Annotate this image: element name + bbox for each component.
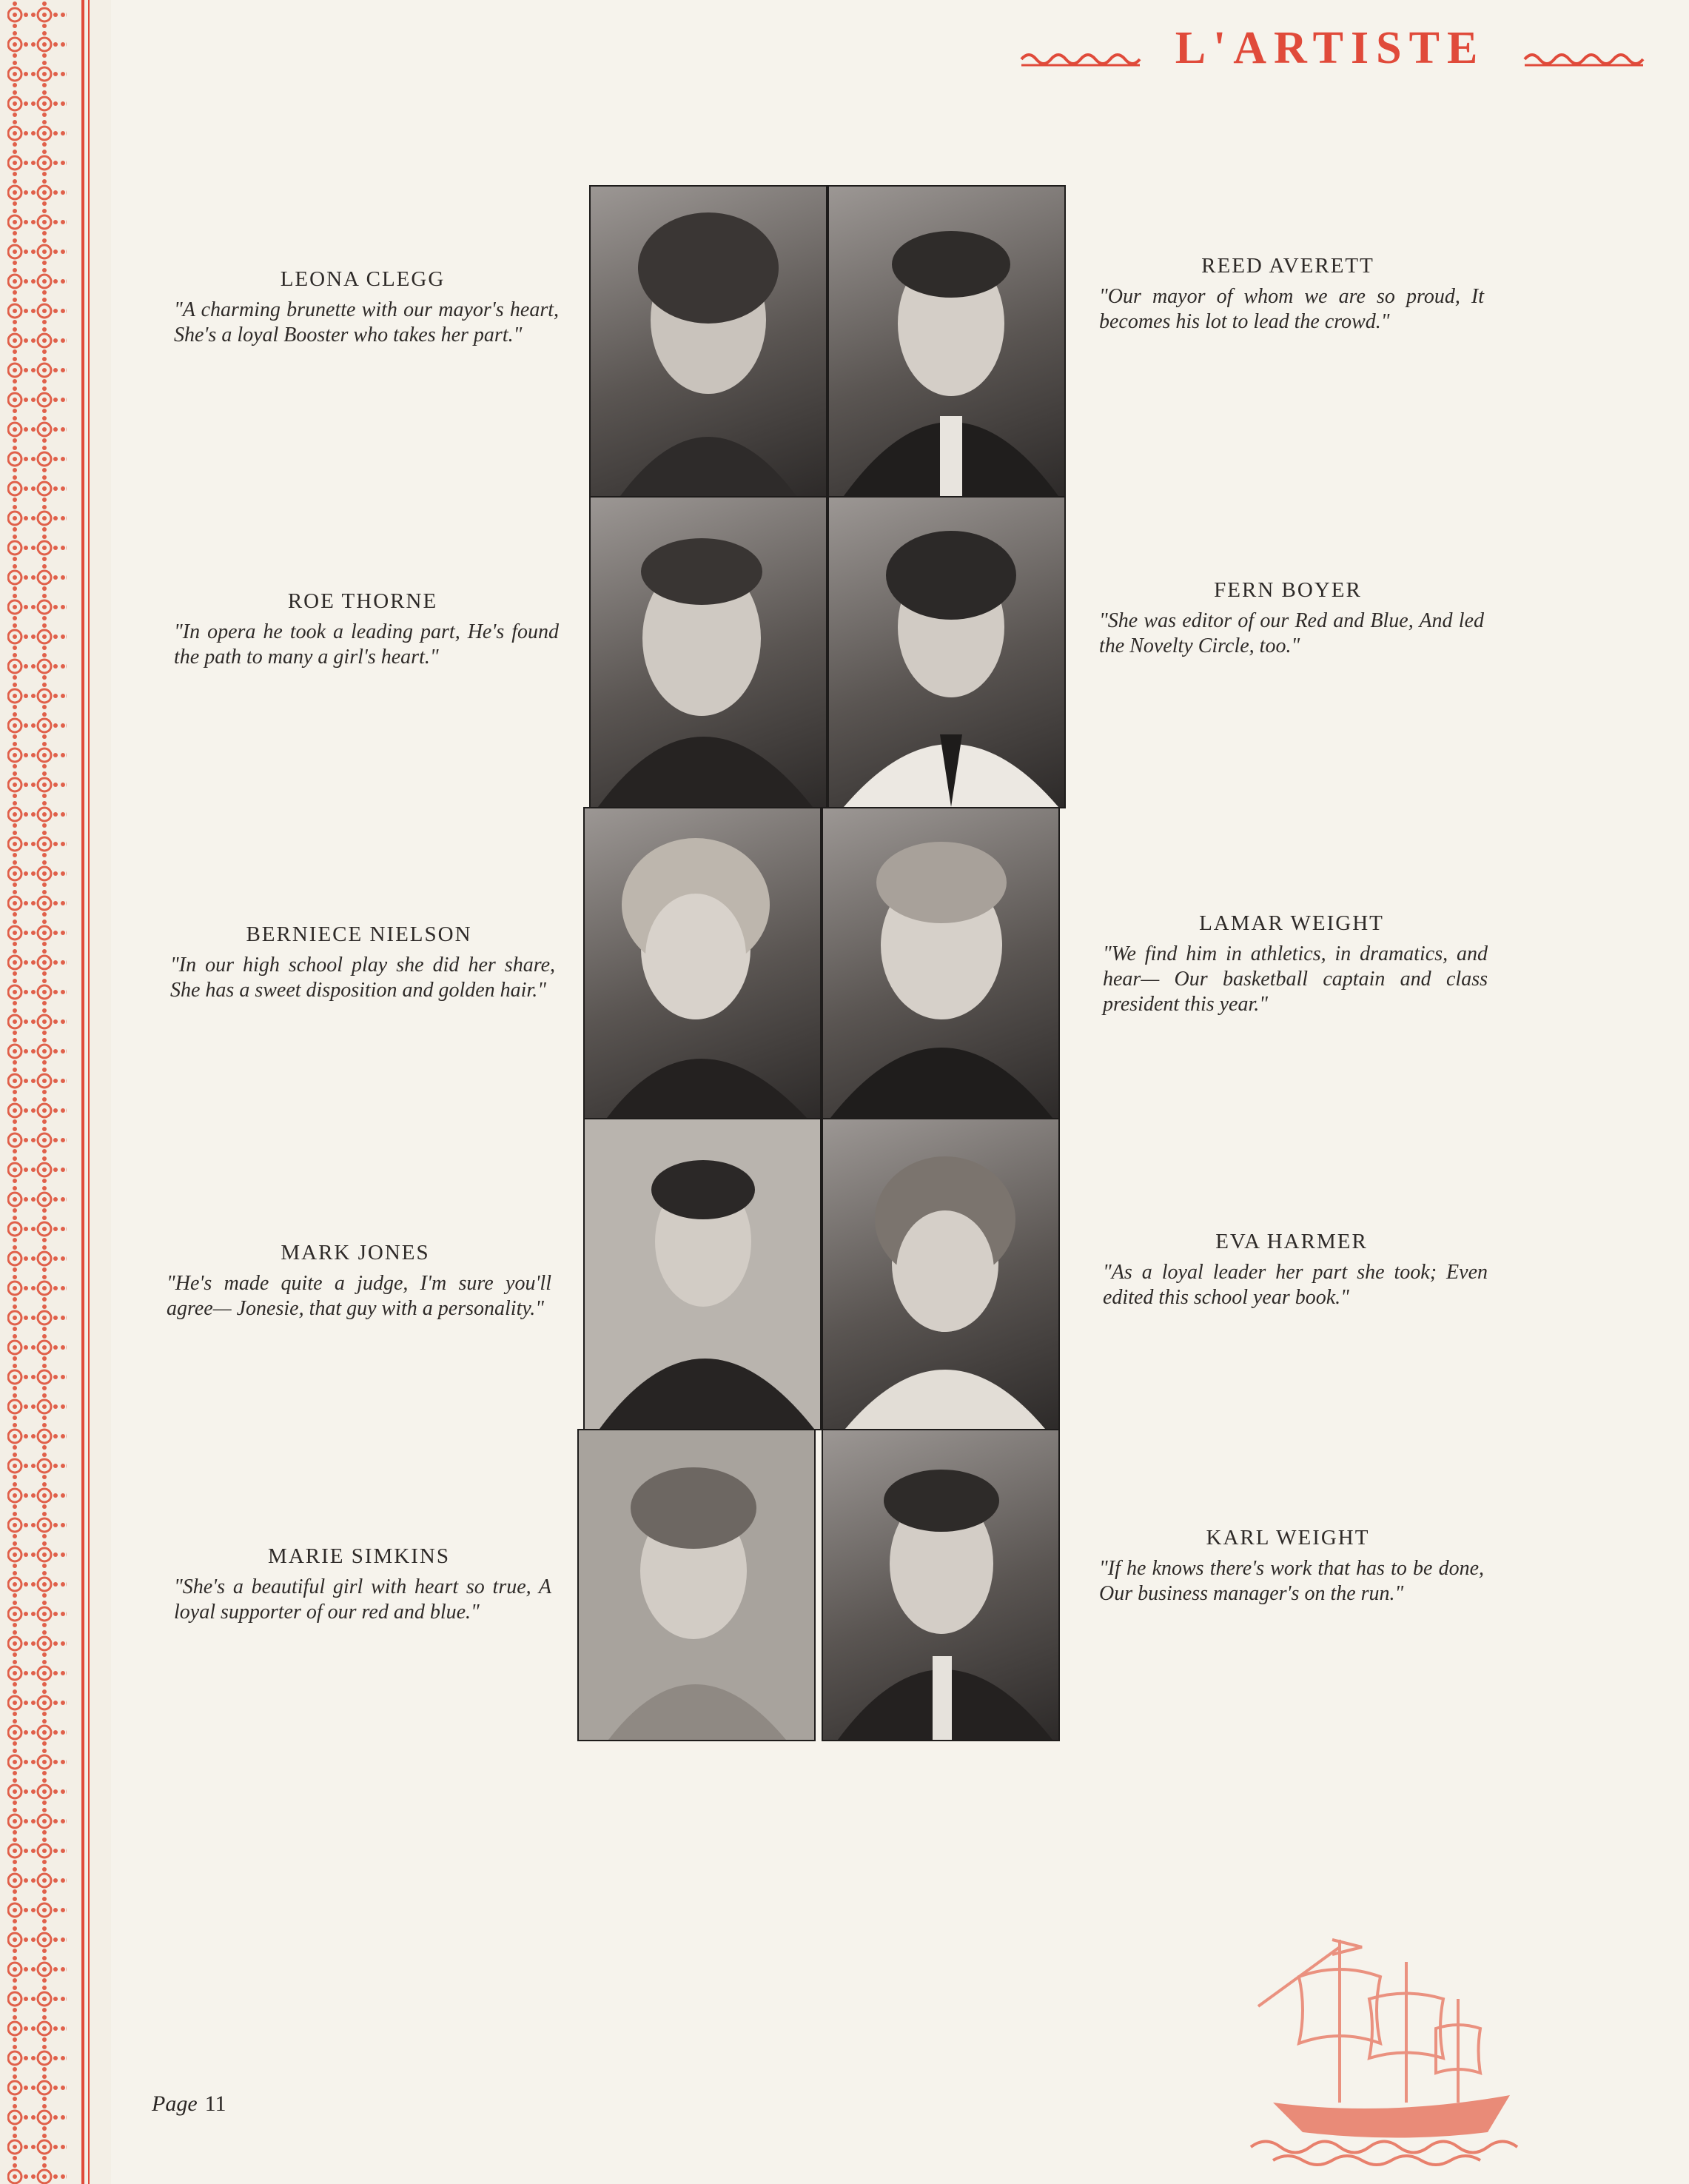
student-quote: "As a loyal leader her part she took; Even edited this school year book." [1103, 1261, 1488, 1309]
caption-berniece-nielson [163, 922, 555, 1003]
student-name: BERNIECE NIELSON [246, 922, 472, 946]
caption-mark-jones [159, 1240, 551, 1322]
portrait-marie-simkins [577, 1429, 816, 1741]
page-number-value: 11 [204, 2091, 226, 2116]
caption-lamar-weight [1095, 911, 1488, 1017]
student-name: KARL WEIGHT [1206, 1526, 1370, 1550]
caption-marie-simkins [167, 1544, 551, 1625]
caption-fern-boyer [1092, 577, 1484, 659]
student-quote: "She was editor of our Red and Blue, And led the Novelty Circle, too." [1099, 609, 1484, 657]
student-quote: "In opera he took a leading part, He's found the path to many a girl's heart." [174, 620, 559, 669]
decorative-border [0, 0, 111, 2184]
yearbook-title: L'ARTISTE [1175, 23, 1485, 73]
portrait-berniece-nielson [583, 807, 822, 1119]
portrait-fern-boyer [827, 496, 1066, 808]
caption-roe-thorne [167, 589, 559, 670]
student-quote: "A charming brunette with our mayor's heart, She's a loyal Booster who takes her part." [174, 298, 559, 346]
left-wave-ornament [1014, 22, 1147, 81]
student-quote: "She's a beautiful girl with heart so true, A loyal supporter of our red and blue." [174, 1575, 551, 1624]
caption-reed-averett [1092, 253, 1484, 335]
student-name: MARIE SIMKINS [268, 1544, 450, 1568]
caption-leona-clegg [167, 267, 559, 348]
student-name: LAMAR WEIGHT [1199, 911, 1384, 935]
portrait-leona-clegg [589, 185, 827, 498]
student-name: ROE THORNE [287, 589, 438, 613]
sailing-ship-illustration [1229, 1917, 1539, 2169]
caption-eva-harmer [1095, 1229, 1488, 1310]
portrait-grid [577, 181, 1067, 1747]
caption-karl-weight [1092, 1525, 1484, 1607]
student-quote: "We find him in athletics, in dramatics, and hear— Our basketball captain and class president this year." [1103, 942, 1488, 1016]
page-header [1014, 22, 1658, 81]
portrait-eva-harmer [822, 1118, 1060, 1430]
portrait-reed-averett [827, 185, 1066, 498]
student-quote: "He's made quite a judge, I'm sure you'll agree— Jonesie, that guy with a personality." [167, 1272, 551, 1320]
portrait-mark-jones [583, 1118, 822, 1430]
student-name: REED AVERETT [1201, 254, 1374, 278]
page-number [152, 2091, 226, 2117]
portrait-karl-weight [822, 1429, 1060, 1741]
student-quote: "Our mayor of whom we are so proud, It becomes his lot to lead the crowd." [1099, 285, 1484, 333]
student-name: EVA HARMER [1215, 1230, 1368, 1253]
floral-border-pattern [0, 0, 111, 2184]
ship-icon [1229, 1917, 1539, 2169]
portrait-roe-thorne [589, 496, 827, 808]
student-quote: "In our high school play she did her share, She has a sweet disposition and golden hair." [170, 954, 555, 1002]
page-label: Page [152, 2091, 198, 2116]
portrait-lamar-weight [822, 807, 1060, 1119]
student-name: LEONA CLEGG [280, 267, 446, 291]
student-quote: "If he knows there's work that has to be done, Our business manager's on the run." [1099, 1557, 1484, 1605]
student-name: FERN BOYER [1214, 578, 1362, 602]
student-name: MARK JONES [281, 1241, 430, 1264]
right-wave-ornament [1517, 22, 1651, 81]
